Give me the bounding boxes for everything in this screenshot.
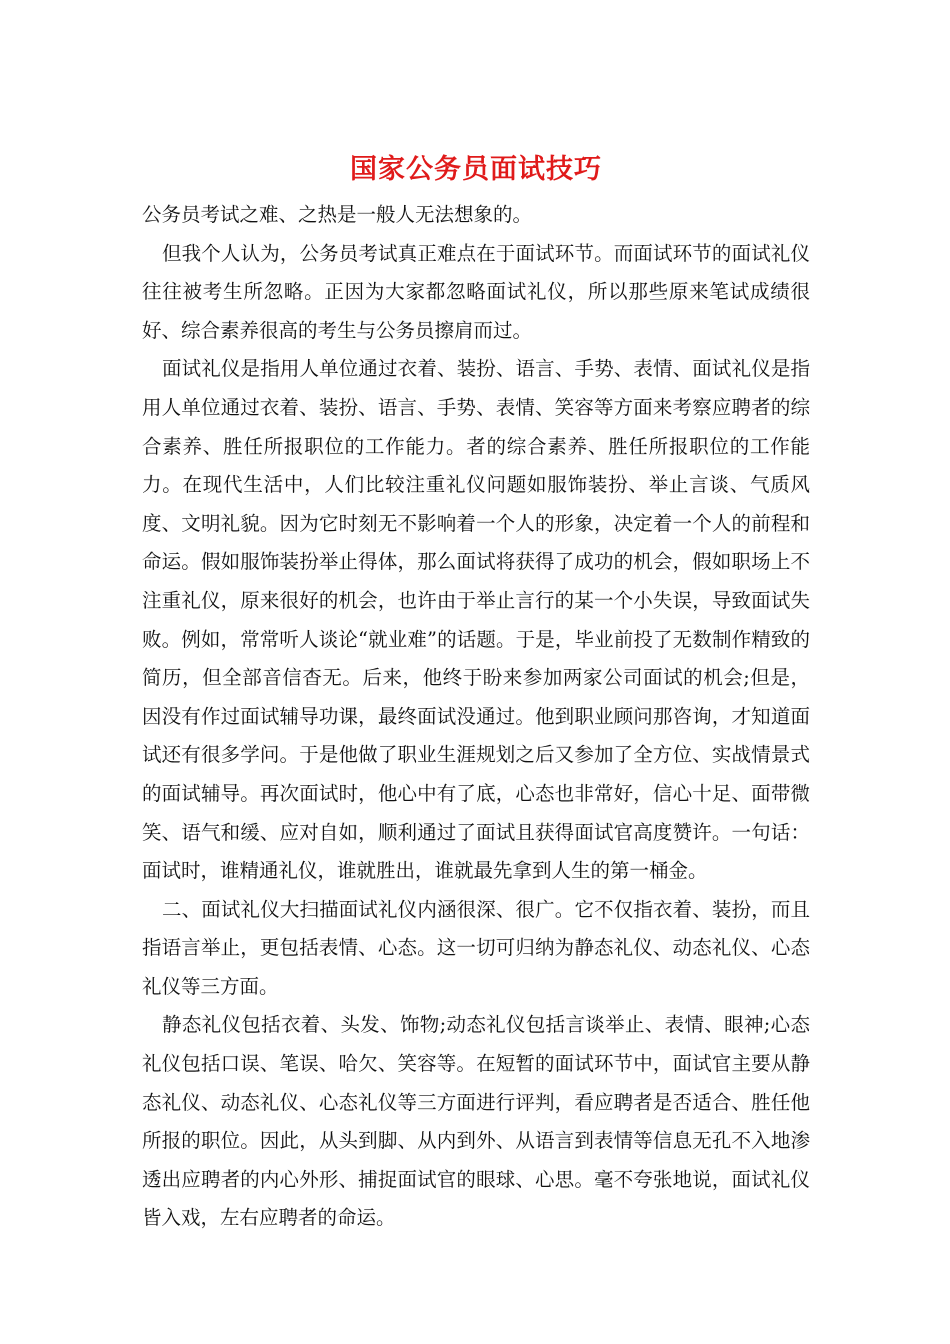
paragraph-etiquette-types: 静态礼仪包括衣着、头发、饰物;动态礼仪包括言谈举止、表情、眼神;心态礼仪包括口误、笔误、哈欠、笑容等。在短暂的面试环节中，面试官主要从静态礼仪、动态礼仪、心态礼仪等三方面进行评判，看应聘者是否适合、胜任他所报的职位。因此，从头到脚、从内到外、从语言到表情等信息无孔不入地渗透出应聘者的内心外形、捕捉面试官的眼球、心思。毫不夸张地说，面试礼仪皆入戏，左右应聘者的命运。	[142, 1013, 810, 1230]
paragraph-etiquette-overview: 二、面试礼仪大扫描面试礼仪内涵很深、很广。它不仅指衣着、装扮，而且指语言举止，更包括表情、心态。这一切可归纳为静态礼仪、动态礼仪、心态礼仪等三方面。	[142, 897, 810, 998]
document-body	[142, 150, 810, 1238]
paragraph-interview-difficulty: 但我个人认为，公务员考试真正难点在于面试环节。而面试环节的面试礼仪往往被考生所忽略。正因为大家都忽略面试礼仪，所以那些原来笔试成绩很好、综合素养很高的考生与公务员擦肩而过。	[142, 241, 810, 342]
document-title: 国家公务员面试技巧	[350, 154, 602, 185]
paragraph-intro: 公务员考试之难、之热是一般人无法想象的。	[142, 203, 533, 226]
paragraph-etiquette-definition: 面试礼仪是指用人单位通过衣着、装扮、语言、手势、表情、面试礼仪是指用人单位通过衣着、装扮、语言、手势、表情、笑容等方面来考察应聘者的综合素养、胜任所报职位的工作能力。者的综合素养、胜任所报职位的工作能力。在现代生活中，人们比较注重礼仪问题如服饰装扮、举止言谈、气质风度、文明礼貌。因为它时刻无不影响着一个人的形象，决定着一个人的前程和命运。假如服饰装扮举止得体，那么面试将获得了成功的机会，假如职场上不注重礼仪，原来很好的机会，也许由于举止言行的某一个小失误，导致面试失败。例如，常常听人谈论“就业难”的话题。于是，毕业前投了无数制作精致的简历，但全部音信杳无。后来，他终于盼来参加两家公司面试的机会;但是，因没有作过面试辅导功课，最终面试没通过。他到职业顾问那咨询，才知道面试还有很多学问。于是他做了职业生涯规划之后又参加了全方位、实战情景式的面试辅导。再次面试时，他心中有了底，心态也非常好，信心十足、面带微笑、语气和缓、应对自如，顺利通过了面试且获得面试官高度赞许。一句话：面试时，谁精通礼仪，谁就胜出，谁就最先拿到人生的第一桶金。	[142, 357, 810, 883]
